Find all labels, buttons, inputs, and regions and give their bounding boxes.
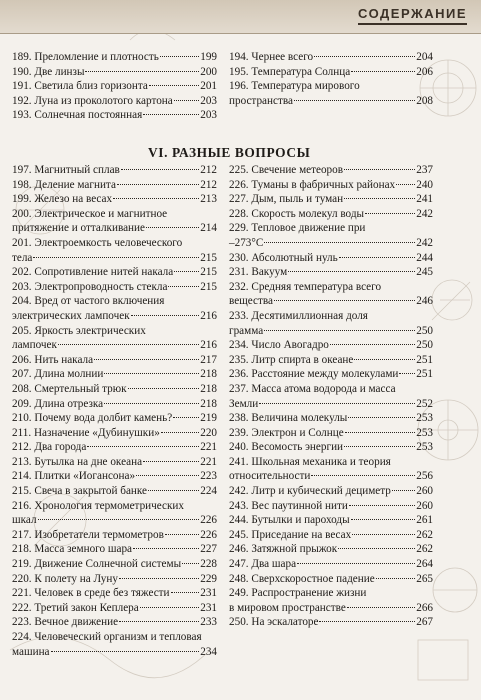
toc-entry-title: 220. К полету на Луну xyxy=(12,572,118,585)
dot-leader xyxy=(171,592,200,593)
toc-entry-page-number: 253 xyxy=(416,426,433,439)
toc-entry-page-number: 237 xyxy=(416,164,433,176)
toc-entry-page-number: 233 xyxy=(200,616,217,629)
toc-entry-page-number: 224 xyxy=(200,485,217,498)
dot-leader xyxy=(146,227,199,228)
toc-entry xyxy=(229,513,433,528)
toc-entry xyxy=(229,280,433,309)
dot-leader xyxy=(297,563,415,564)
toc-entry xyxy=(12,601,217,616)
toc-entry-title: шкал xyxy=(12,514,37,527)
toc-entry-title: 232. Средняя температура всего xyxy=(229,280,382,293)
toc-entry-page-number: 215 xyxy=(200,280,217,293)
toc-entry-title: 208. Смертельный трюк xyxy=(12,382,127,395)
toc-entry-page-number: 203 xyxy=(200,109,217,122)
toc-entry xyxy=(229,265,433,280)
dot-leader xyxy=(165,534,199,535)
toc-entry-title: 225. Свечение метеоров xyxy=(229,164,344,176)
toc-entry-page-number: 199 xyxy=(200,51,217,63)
toc-entry xyxy=(229,207,433,222)
dot-leader xyxy=(288,271,415,272)
dot-leader xyxy=(351,71,415,72)
toc-entry xyxy=(229,615,433,630)
toc-entry-title: 242. Литр и кубический дециметр xyxy=(229,485,391,498)
dot-leader xyxy=(117,184,199,185)
toc-entry-page-number: 226 xyxy=(200,514,217,527)
toc-entry-title: 207. Длина молнии xyxy=(12,368,104,381)
toc-entry xyxy=(12,397,217,412)
toc-entry-title: 189. Преломление и плотность xyxy=(12,51,159,63)
toc-entry-title: 195. Температура Солнца xyxy=(229,65,351,78)
dot-leader xyxy=(51,651,200,652)
toc-entry xyxy=(229,192,433,207)
toc-entry xyxy=(12,353,217,368)
dot-leader xyxy=(274,300,415,301)
toc-entry xyxy=(229,251,433,266)
toc-entry-title: 201. Электроемкость человеческого xyxy=(12,236,183,249)
toc-entry-page-number: 218 xyxy=(200,368,217,381)
dot-leader xyxy=(352,534,415,535)
dot-leader xyxy=(344,198,415,199)
dot-leader xyxy=(311,475,415,476)
toc-entry-page-number: 253 xyxy=(416,412,433,425)
toc-entry xyxy=(12,469,217,484)
toc-entry-page-number: 231 xyxy=(200,587,217,600)
dot-leader xyxy=(113,198,199,199)
toc-entry-page-number: 253 xyxy=(416,441,433,454)
toc-entry-page-number: 262 xyxy=(416,543,433,556)
dot-leader xyxy=(259,403,415,404)
toc-entry xyxy=(229,163,433,178)
toc-entry-page-number: 208 xyxy=(416,94,433,107)
toc-entry-title: 238. Величина молекулы xyxy=(229,412,348,425)
toc-entry-title: относительности xyxy=(229,470,311,483)
section-title: VI. РАЗНЫЕ ВОПРОСЫ xyxy=(148,145,311,160)
dot-leader xyxy=(319,621,415,622)
toc-entry-title: 219. Движение Солнечной системы xyxy=(12,558,182,571)
toc-entry-title: 204. Вред от частого включения xyxy=(12,295,165,308)
toc-entry xyxy=(229,221,433,250)
toc-entry-page-number: 261 xyxy=(416,514,433,527)
toc-entry-title: 248. Сверхскоростное падение xyxy=(229,572,375,585)
toc-entry xyxy=(229,528,433,543)
toc-entry-page-number: 251 xyxy=(416,353,433,366)
toc-entry xyxy=(12,542,217,557)
toc-entry xyxy=(12,294,217,323)
toc-entry xyxy=(12,382,217,397)
toc-entry-title: 216. Хронология термометрических xyxy=(12,499,185,512)
toc-entry-page-number: 216 xyxy=(200,309,217,322)
toc-entry-title: 229. Тепловое движение при xyxy=(229,222,366,235)
toc-entry xyxy=(229,382,433,411)
toc-entry-page-number: 231 xyxy=(200,601,217,614)
dot-leader xyxy=(365,213,415,214)
toc-entry xyxy=(229,499,433,514)
toc-entry-title: 191. Светила близ горизонта xyxy=(12,80,148,93)
toc-entry-page-number: 204 xyxy=(416,51,433,63)
toc-entry-page-number: 250 xyxy=(416,324,433,337)
toc-entry-page-number: 227 xyxy=(200,543,217,556)
toc-entry-page-number: 245 xyxy=(416,266,433,279)
toc-entry xyxy=(229,309,433,338)
toc-entry-page-number: 264 xyxy=(416,558,433,571)
header-title: СОДЕРЖАНИЕ xyxy=(358,6,467,21)
toc-entry-page-number: 223 xyxy=(200,470,217,483)
toc-entry xyxy=(229,557,433,572)
toc-entry xyxy=(12,50,217,65)
toc-entry-title: 212. Два города xyxy=(12,441,87,454)
toc-entry-title: 192. Луна из проколотого картона xyxy=(12,94,173,107)
toc-entry-title: 193. Солнечная постоянная xyxy=(12,109,143,122)
dot-leader xyxy=(174,100,199,101)
toc-entry-page-number: 267 xyxy=(416,616,433,629)
toc-entry xyxy=(12,192,217,207)
dot-leader xyxy=(294,100,415,101)
toc-entry-title: грамма xyxy=(229,324,264,337)
dot-leader xyxy=(344,446,415,447)
toc-entry-title: 205. Яркость электрических xyxy=(12,324,146,337)
toc-entry xyxy=(12,630,217,659)
dot-leader xyxy=(119,578,199,579)
toc-entry-title: 202. Сопротивление нитей накала xyxy=(12,266,174,279)
toc-entry-title: притяжение и отталкивание xyxy=(12,222,145,235)
toc-entry xyxy=(229,411,433,426)
toc-entry-page-number: 234 xyxy=(200,645,217,658)
toc-entry-title: 215. Свеча в закрытой банке xyxy=(12,485,148,498)
toc-entry xyxy=(229,572,433,587)
dot-leader xyxy=(314,56,415,57)
header-band xyxy=(0,0,481,34)
toc-entry-title: 239. Электрон и Солнце xyxy=(229,426,344,439)
toc-entry-title: 234. Число Авогадро xyxy=(229,339,329,352)
dot-leader xyxy=(348,417,415,418)
toc-entry xyxy=(12,586,217,601)
toc-entry-page-number: 214 xyxy=(200,222,217,235)
toc-entry-page-number: 206 xyxy=(416,65,433,78)
dot-leader xyxy=(345,432,416,433)
dot-leader xyxy=(354,359,415,360)
dot-leader xyxy=(174,271,199,272)
dot-leader xyxy=(94,359,199,360)
toc-entry-title: 230. Абсолютный нуль xyxy=(229,251,338,264)
toc-entry xyxy=(12,236,217,265)
toc-entry-title: 228. Скорость молекул воды xyxy=(229,207,365,220)
toc-entry-page-number: 265 xyxy=(416,572,433,585)
dot-leader xyxy=(399,373,415,374)
toc-entry-title: 245. Приседание на весах xyxy=(229,528,352,541)
toc-entry-page-number: 201 xyxy=(200,80,217,93)
toc-left-column xyxy=(12,163,217,659)
toc-entry-title: 190. Две линзы xyxy=(12,65,85,78)
toc-entry-title: 197. Магнитный сплав xyxy=(12,164,120,176)
toc-entry-title: пространства xyxy=(229,94,293,107)
toc-entry xyxy=(229,178,433,193)
toc-entry-title: 214. Плитки «Иогансона» xyxy=(12,470,136,483)
toc-entry xyxy=(12,79,217,94)
toc-entry-page-number: 250 xyxy=(416,339,433,352)
toc-entry xyxy=(229,65,433,80)
toc-entry-title: 240. Весомость энергии xyxy=(229,441,344,454)
toc-entry-title: машина xyxy=(12,645,50,658)
toc-entry-title: 218. Масса земного шара xyxy=(12,543,133,556)
dot-leader xyxy=(376,578,416,579)
toc-entry-title: –273°C xyxy=(229,236,264,249)
dot-leader xyxy=(344,169,415,170)
toc-entry xyxy=(12,426,217,441)
toc-entry xyxy=(229,367,433,382)
toc-entry xyxy=(229,79,433,108)
dot-leader xyxy=(338,548,415,549)
dot-leader xyxy=(85,71,199,72)
toc-entry-page-number: 218 xyxy=(200,397,217,410)
toc-entry xyxy=(229,484,433,499)
toc-entry-title: 206. Нить накала xyxy=(12,353,94,366)
toc-entry-page-number: 216 xyxy=(200,339,217,352)
toc-entry xyxy=(229,426,433,441)
dot-leader xyxy=(136,475,199,476)
toc-entry xyxy=(12,265,217,280)
toc-entry xyxy=(12,615,217,630)
dot-leader xyxy=(339,257,415,258)
toc-entry-title: 209. Длина отрезка xyxy=(12,397,104,410)
toc-entry-title: 235. Литр спирта в океане xyxy=(229,353,354,366)
toc-entry xyxy=(12,163,217,178)
toc-entry-title: 217. Изобретатели термометров xyxy=(12,528,164,541)
toc-entry-title: 227. Дым, пыль и туман xyxy=(229,193,344,206)
toc-entry-page-number: 218 xyxy=(200,382,217,395)
dot-leader xyxy=(168,286,199,287)
toc-entry-title: 213. Бутылка на дне океана xyxy=(12,455,143,468)
toc-entry-title: 237. Масса атома водорода и масса xyxy=(229,382,396,395)
toc-entry-page-number: 228 xyxy=(200,558,217,571)
toc-entry-page-number: 212 xyxy=(200,178,217,191)
toc-entry-page-number: 229 xyxy=(200,572,217,585)
toc-entry-title: 196. Температура мирового xyxy=(229,80,360,93)
toc-entry xyxy=(12,324,217,353)
dot-leader xyxy=(133,548,199,549)
toc-entry-title: 224. Человеческий организм и тепловая xyxy=(12,631,202,643)
dot-leader xyxy=(143,114,199,115)
toc-entry-title: 244. Бутылки и пароходы xyxy=(229,514,350,527)
dot-leader xyxy=(58,344,199,345)
toc-entry-title: электрических лампочек xyxy=(12,309,130,322)
toc-entry-page-number: 260 xyxy=(416,499,433,512)
toc-entry-page-number: 252 xyxy=(416,397,433,410)
toc-entry-page-number: 226 xyxy=(200,528,217,541)
toc-entry-title: лампочек xyxy=(12,339,57,352)
toc-entry xyxy=(12,108,217,123)
toc-entry-page-number: 242 xyxy=(416,236,433,249)
toc-entry xyxy=(12,367,217,382)
dot-leader xyxy=(121,169,199,170)
dot-leader xyxy=(33,257,199,258)
toc-entry-title: 226. Туманы в фабричных районах xyxy=(229,178,396,191)
dot-leader xyxy=(148,490,199,491)
toc-entry-title: вещества xyxy=(229,295,273,308)
toc-entry xyxy=(229,542,433,557)
dot-leader xyxy=(38,519,200,520)
toc-entry-page-number: 200 xyxy=(200,65,217,78)
toc-entry-title: 199. Железо на весах xyxy=(12,193,113,206)
dot-leader xyxy=(143,461,199,462)
toc-entry-title: 250. На эскалаторе xyxy=(229,616,319,629)
toc-entry-title: 210. Почему вода долбит камень? xyxy=(12,412,173,425)
toc-entry xyxy=(12,572,217,587)
toc-entry-page-number: 262 xyxy=(416,528,433,541)
toc-entry xyxy=(12,484,217,499)
dot-leader xyxy=(128,388,200,389)
dot-leader xyxy=(392,490,415,491)
toc-top-right-column xyxy=(229,50,433,108)
dot-leader xyxy=(351,519,416,520)
dot-leader xyxy=(140,607,199,608)
toc-entry-page-number: 221 xyxy=(200,441,217,454)
toc-entry-page-number: 213 xyxy=(200,193,217,206)
toc-entry xyxy=(229,338,433,353)
toc-entry-title: 241. Школьная механика и теория xyxy=(229,455,391,468)
toc-entry-page-number: 215 xyxy=(200,266,217,279)
toc-entry-title: тела xyxy=(12,251,33,264)
dot-leader xyxy=(264,242,415,243)
dot-leader xyxy=(104,403,199,404)
toc-entry-title: 223. Вечное движение xyxy=(12,616,119,629)
toc-entry xyxy=(12,528,217,543)
dot-leader xyxy=(160,56,199,57)
toc-entry-title: 236. Расстояние между молекулами xyxy=(229,368,399,381)
toc-entry xyxy=(12,280,217,295)
toc-entry-title: 247. Два шара xyxy=(229,558,297,571)
toc-entry-title: Земли xyxy=(229,397,259,410)
toc-entry-page-number: 266 xyxy=(416,601,433,614)
toc-entry-page-number: 221 xyxy=(200,455,217,468)
toc-entry-title: в мировом пространстве xyxy=(229,601,346,614)
toc-right-column xyxy=(229,163,433,630)
toc-entry-page-number: 246 xyxy=(416,295,433,308)
toc-entry xyxy=(12,207,217,236)
toc-entry-page-number: 212 xyxy=(200,164,217,176)
toc-entry-page-number: 215 xyxy=(200,251,217,264)
toc-entry xyxy=(229,440,433,455)
toc-entry xyxy=(12,499,217,528)
toc-entry-page-number: 203 xyxy=(200,94,217,107)
toc-entry-title: 198. Деление магнита xyxy=(12,178,116,191)
toc-entry-title: 243. Вес паутинной нити xyxy=(229,499,348,512)
dot-leader xyxy=(347,607,415,608)
toc-entry-page-number: 244 xyxy=(416,251,433,264)
toc-entry xyxy=(12,94,217,109)
dot-leader xyxy=(349,505,415,506)
toc-entry-title: 231. Вакуум xyxy=(229,266,288,279)
toc-entry-page-number: 219 xyxy=(200,412,217,425)
dot-leader xyxy=(161,432,199,433)
dot-leader xyxy=(131,315,200,316)
toc-entry-title: 194. Чернее всего xyxy=(229,51,314,63)
dot-leader xyxy=(104,373,199,374)
toc-entry xyxy=(12,455,217,470)
toc-entry-page-number: 256 xyxy=(416,470,433,483)
toc-entry-page-number: 251 xyxy=(416,368,433,381)
toc-entry xyxy=(12,178,217,193)
toc-entry-page-number: 242 xyxy=(416,207,433,220)
toc-entry-title: 222. Третий закон Кеплера xyxy=(12,601,139,614)
toc-entry-title: 249. Распространение жизни xyxy=(229,587,367,600)
toc-entry xyxy=(229,50,433,65)
dot-leader xyxy=(182,563,199,564)
toc-entry xyxy=(12,65,217,80)
toc-entry xyxy=(12,440,217,455)
toc-entry xyxy=(229,455,433,484)
toc-entry-page-number: 240 xyxy=(416,178,433,191)
toc-entry xyxy=(229,586,433,615)
toc-top-left-column xyxy=(12,50,217,123)
toc-entry-page-number: 260 xyxy=(416,485,433,498)
dot-leader xyxy=(173,417,199,418)
toc-entry-title: 246. Затяжной прыжок xyxy=(229,543,338,556)
toc-entry-title: 221. Человек в среде без тяжести xyxy=(12,587,170,600)
dot-leader xyxy=(330,344,415,345)
dot-leader xyxy=(149,85,199,86)
toc-entry-title: 200. Электрическое и магнитное xyxy=(12,207,168,220)
dot-leader xyxy=(119,621,199,622)
toc-entry-page-number: 241 xyxy=(416,193,433,206)
toc-entry xyxy=(12,411,217,426)
toc-entry-title: 203. Электропроводность стекла xyxy=(12,280,168,293)
toc-entry-title: 211. Назначение «Дубинушки» xyxy=(12,426,160,439)
toc-entry-page-number: 220 xyxy=(200,426,217,439)
toc-entry-title: 233. Десятимиллионная доля xyxy=(229,309,368,322)
dot-leader xyxy=(264,330,415,331)
dot-leader xyxy=(396,184,415,185)
toc-entry xyxy=(12,557,217,572)
toc-entry-page-number: 217 xyxy=(200,353,217,366)
toc-entry xyxy=(229,353,433,368)
dot-leader xyxy=(87,446,199,447)
